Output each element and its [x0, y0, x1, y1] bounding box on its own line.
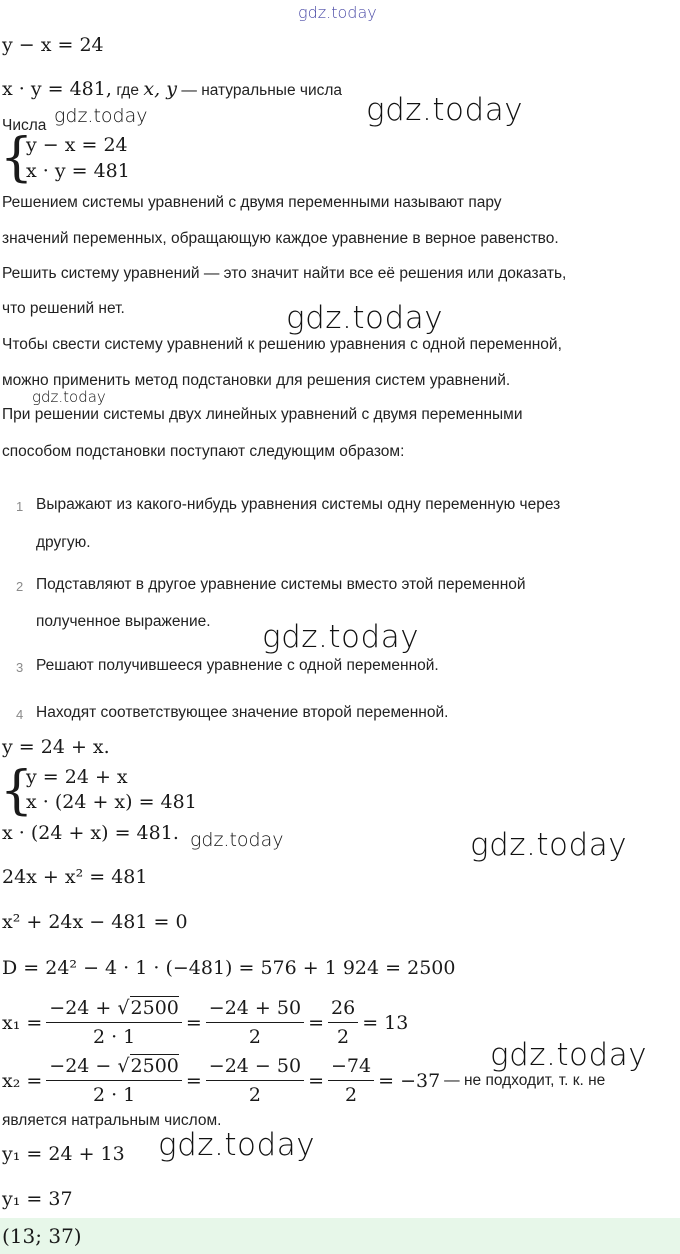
root-x1: x₁ = $\frac{-24 + √2500}{2 \cdot 1}$ = $\frac{-24 + 50}{2}$ = $\frac{26}{2}$ = 13 — [2, 997, 409, 1048]
denominator: 2 · 1 — [92, 1026, 136, 1048]
denominator: 2 — [248, 1084, 261, 1106]
system-label: Числа — [2, 117, 47, 134]
watermark: gdz.today — [158, 1127, 316, 1163]
equation-line: 24x + x² = 481 — [2, 866, 148, 888]
system-brace: { — [0, 761, 34, 821]
given-condition — [2, 78, 342, 100]
numerator: −24 + — [49, 997, 118, 1019]
substitution: y = 24 + x. — [2, 736, 110, 758]
y1-calc: y₁ = 24 + 13 — [2, 1143, 125, 1165]
system2-eq1: y = 24 + x — [26, 766, 128, 788]
denominator: 2 — [337, 1026, 350, 1048]
given-where: где — [116, 82, 139, 99]
watermark: gdz.today — [366, 92, 524, 128]
x1-lhs: x₁ = — [2, 1011, 43, 1034]
equation-product: x · y = 481, — [2, 78, 112, 100]
step-text: Находят соответствующее значение второй переменной. — [36, 704, 449, 721]
watermark: gdz.today — [470, 827, 628, 863]
paragraph-line: Решить систему уравнений — это значит найти все её решения или доказать, — [2, 265, 567, 282]
watermark: gdz.today — [490, 1037, 648, 1073]
x2-note: — не подходит, т. к. не — [444, 1071, 606, 1089]
numerator: 26 — [328, 996, 358, 1023]
paragraph-line: Решением системы уравнений с двумя переменными называют пару — [2, 194, 502, 211]
x2-result: = −37 — [378, 1069, 441, 1092]
paragraph-line: Чтобы свести систему уравнений к решению уравнения с одной переменной, — [2, 336, 562, 353]
fraction — [328, 1054, 374, 1107]
radicand: 2500 — [130, 1055, 179, 1077]
paragraph-line: способом подстановки поступают следующим образом: — [2, 443, 405, 460]
fraction: $\frac{-24 - √2500}{2 \cdot 1}$ — [46, 1054, 182, 1107]
paragraph-line: При решении системы двух линейных уравнений с двумя переменными — [2, 406, 523, 423]
denominator: 2 · 1 — [92, 1084, 136, 1106]
radicand: 2500 — [130, 997, 179, 1019]
x2-lhs: x₂ = — [2, 1069, 43, 1092]
watermark: gdz.today — [286, 300, 444, 336]
step-text: другую. — [36, 534, 91, 551]
watermark: gdz.today — [262, 619, 420, 655]
system1-eq1: y − x = 24 — [26, 134, 128, 156]
denominator: 2 — [248, 1026, 261, 1048]
system-brace: { — [0, 128, 34, 188]
numerator: −24 + 50 — [206, 996, 304, 1023]
x2-note-cont: является натральным числом. — [2, 1112, 222, 1129]
watermark: gdz.today — [298, 3, 377, 22]
step-number: 4 — [16, 707, 24, 722]
equation-line: x · (24 + x) = 481. — [2, 822, 179, 844]
fraction: $\frac{-24 + √2500}{2 \cdot 1}$ — [46, 996, 182, 1049]
step-number: 2 — [16, 579, 24, 594]
fraction — [328, 996, 358, 1049]
answer: (13; 37) — [2, 1224, 82, 1248]
step-text: Решают получившееся уравнение с одной переменной. — [36, 657, 439, 674]
equation-difference: y − x = 24 — [2, 34, 104, 56]
paragraph-line: что решений нет. — [2, 300, 125, 317]
x1-result: = 13 — [362, 1011, 409, 1034]
step-number: 3 — [16, 660, 24, 675]
fraction — [206, 1054, 304, 1107]
fraction — [206, 996, 304, 1049]
numerator: −24 − 50 — [206, 1054, 304, 1081]
step-text: Подставляют в другое уравнение системы вместо этой переменной — [36, 576, 526, 593]
numerator: −74 — [328, 1054, 374, 1081]
watermark: gdz.today — [32, 388, 106, 406]
answer-box — [0, 1218, 680, 1254]
paragraph-line: можно применить метод подстановки для решения систем уравнений. — [2, 372, 511, 389]
step-number: 1 — [16, 499, 24, 514]
step-text: Выражают из какого-нибудь уравнения системы одну переменную через — [36, 496, 561, 513]
y1-value: y₁ = 37 — [2, 1188, 73, 1210]
numerator: −24 − — [49, 1055, 118, 1077]
step-text: полученное выражение. — [36, 613, 211, 630]
root-x2: x₂ = $\frac{-24 - √2500}{2 \cdot 1}$ = $\frac{-24 - 50}{2}$ = $\frac{-74}{2}$ = −37 — не подходит, т. к. не — [2, 1055, 606, 1106]
discriminant: D = 24² − 4 · 1 · (−481) = 576 + 1 924 = 2500 — [2, 957, 456, 979]
given-vars: x, y — [143, 78, 177, 100]
watermark: gdz.today — [54, 105, 148, 127]
denominator: 2 — [345, 1084, 358, 1106]
given-natural: — натуральные числа — [181, 82, 343, 99]
equation-line: x² + 24x − 481 = 0 — [2, 911, 188, 933]
watermark: gdz.today — [190, 829, 284, 851]
system2-eq2: x · (24 + x) = 481 — [26, 791, 197, 813]
paragraph-line: значений переменных, обращающую каждое уравнение в верное равенство. — [2, 230, 559, 247]
system1-eq2: x · y = 481 — [26, 160, 130, 182]
